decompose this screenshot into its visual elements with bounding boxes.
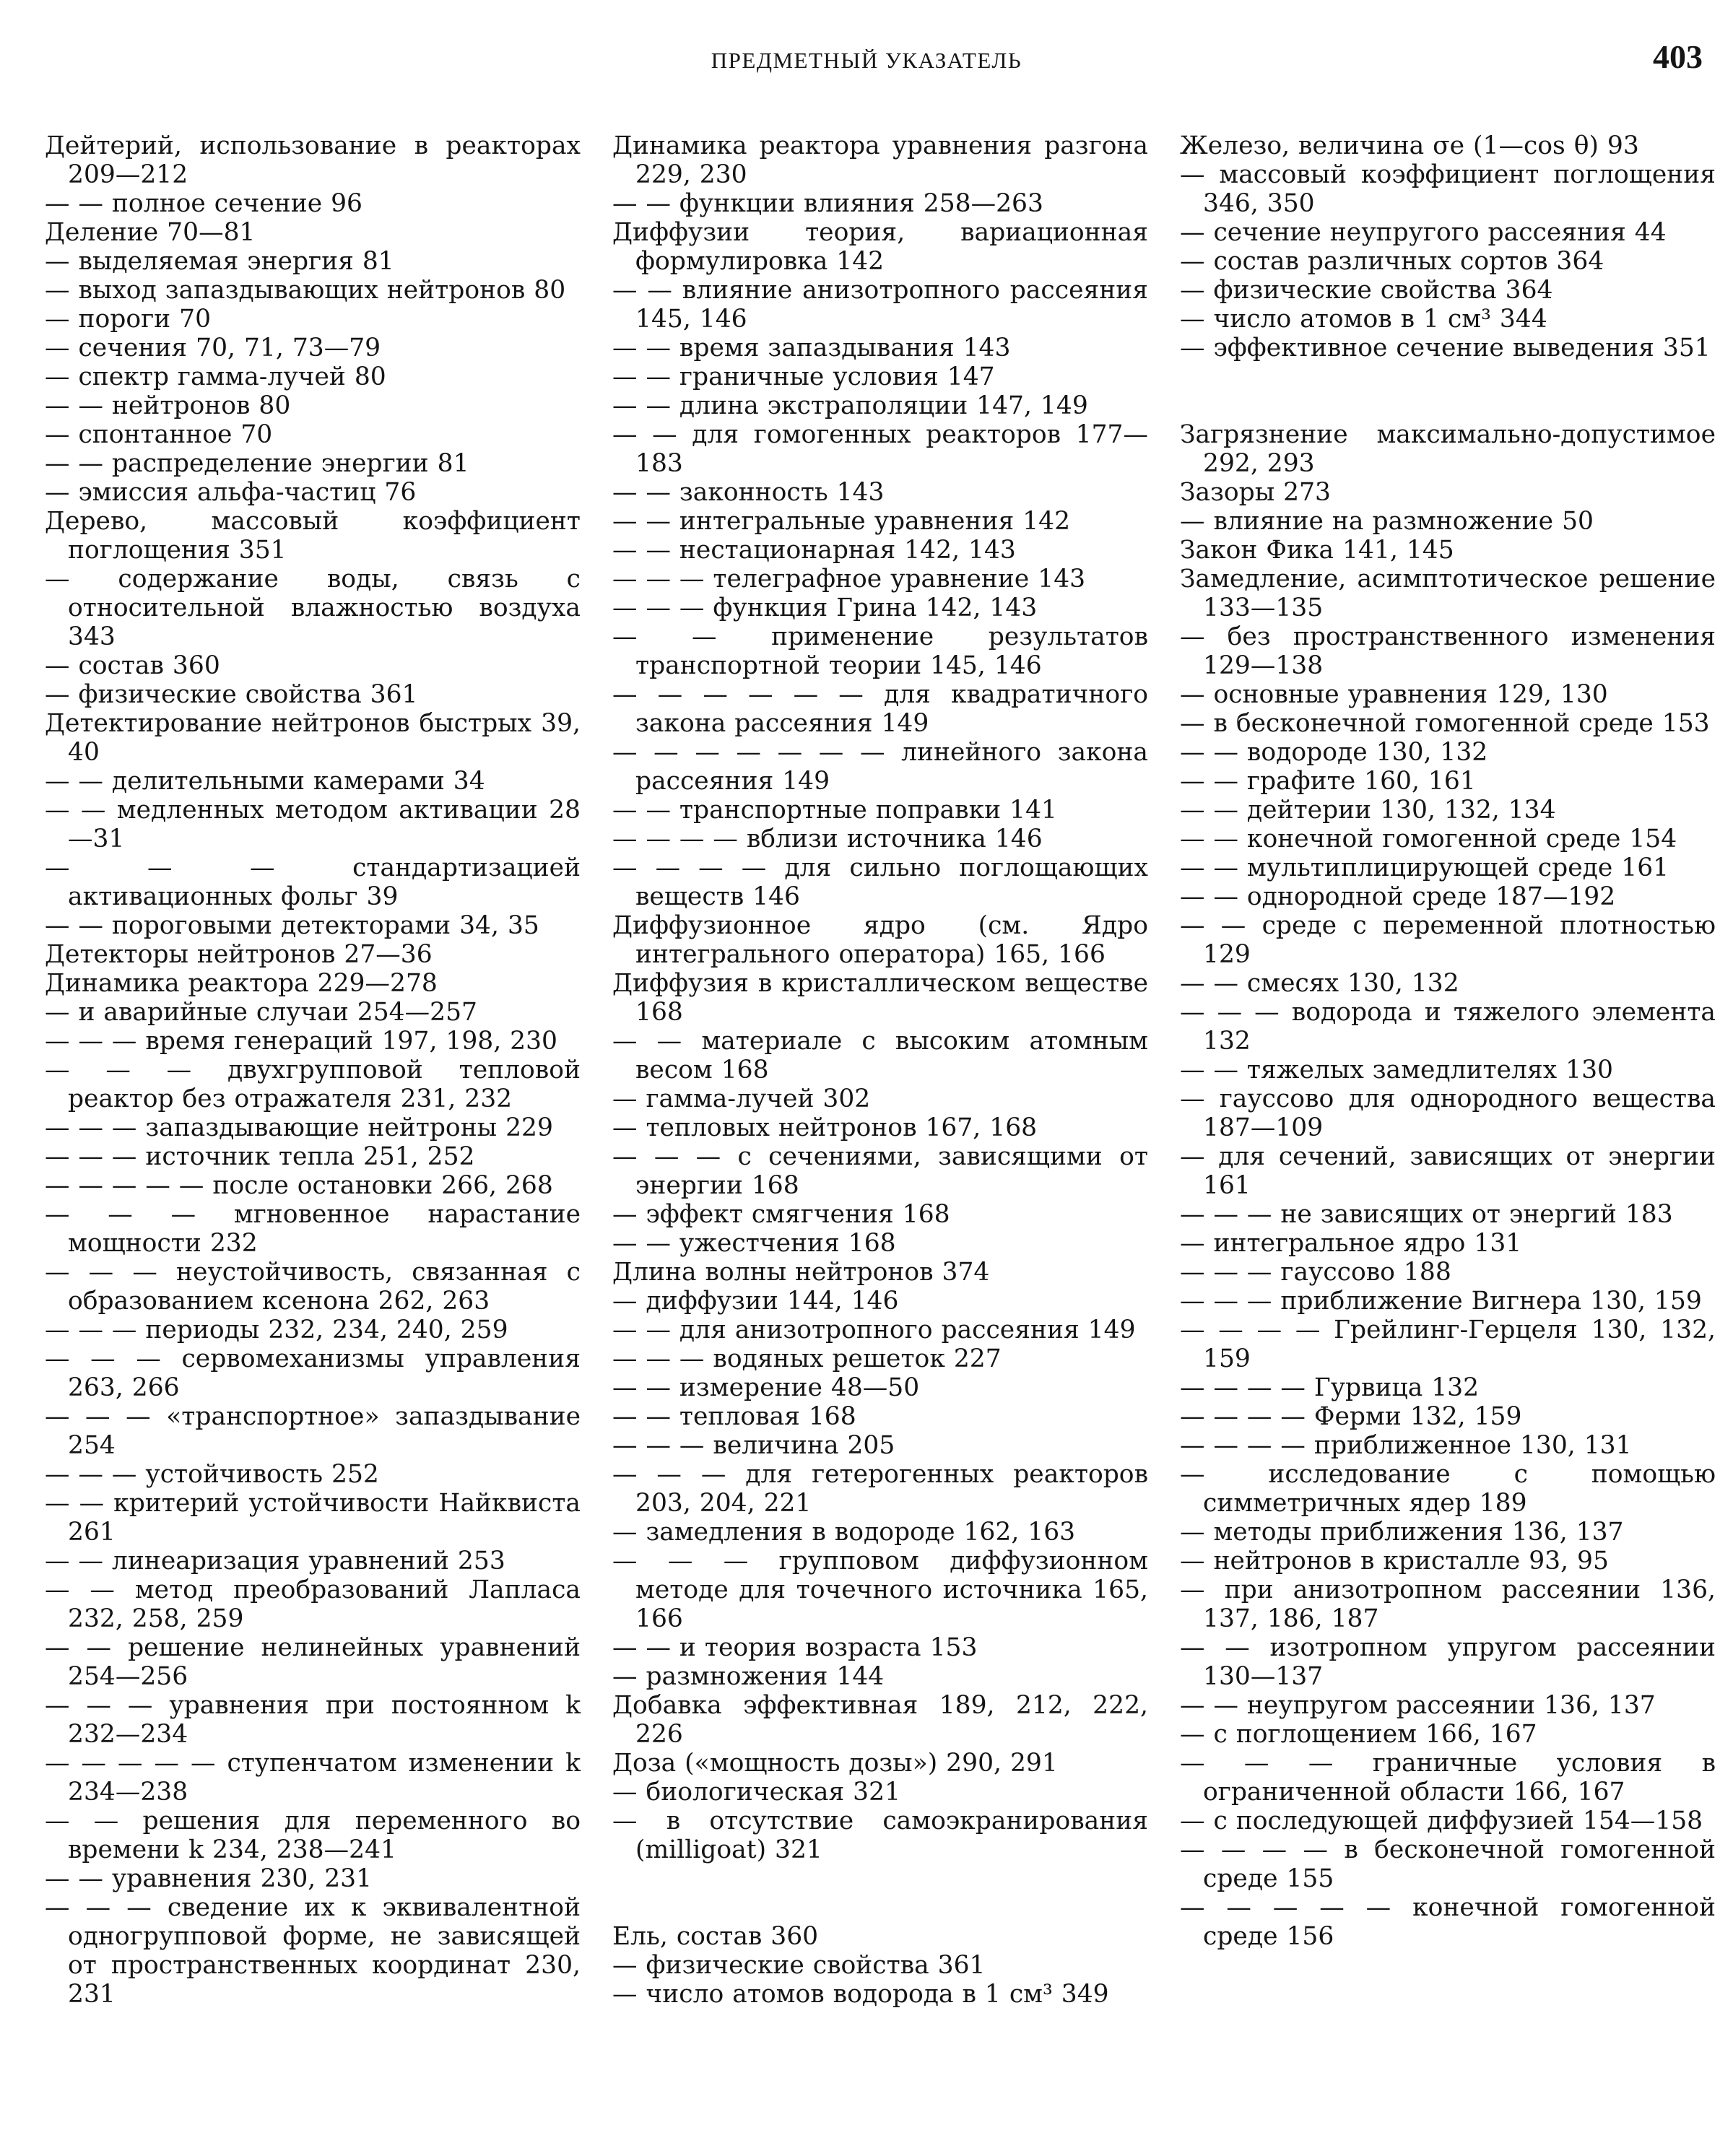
index-entry: — — — функция Грина 142, 143: [612, 594, 1038, 622]
index-entry: — — — — Грейлинг-Герцеля 130, 132, 159: [1180, 1316, 1716, 1373]
index-entry: — — — — — — для квадратичного закона рассеяния 149: [612, 680, 1148, 738]
index-entry: — — критерий устойчивости Найквиста 261: [45, 1489, 581, 1547]
index-entry: — при анизотропном рассеянии 136, 137, 186, 187: [1180, 1575, 1716, 1633]
index-entry: — — водороде 130, 132: [1180, 738, 1488, 767]
index-entry: — — среде с переменной плотностью 129: [1180, 911, 1716, 969]
index-entry: — основные уравнения 129, 130: [1180, 680, 1608, 709]
index-entry: — нейтронов в кристалле 93, 95: [1180, 1547, 1609, 1575]
index-entry: — — материале с высоким атомным весом 168: [612, 1027, 1148, 1084]
index-entry: Доза («мощность дозы») 290, 291: [612, 1749, 1058, 1778]
index-entry: Диффузия в кристаллическом веществе 168: [612, 969, 1148, 1027]
index-entry: — эффективное сечение выведения 351: [1180, 334, 1711, 362]
index-entry: Динамика реактора уравнения разгона 229, 230: [612, 131, 1148, 189]
index-entry: Детекторы нейтронов 27—36: [45, 940, 433, 969]
index-entry: — эмиссия альфа-частиц 76: [45, 478, 417, 507]
index-entry: — — — групповом диффузионном методе для точечного источника 165, 166: [612, 1547, 1148, 1633]
index-entry: — — — запаздывающие нейтроны 229: [45, 1113, 553, 1142]
index-entry: — — — — Ферми 132, 159: [1180, 1402, 1522, 1431]
index-column-1: [45, 131, 581, 2009]
index-column-2: [612, 131, 1148, 2009]
index-entry: — — линеаризация уравнений 253: [45, 1547, 505, 1575]
index-entry: — — мультиплицирующей среде 161: [1180, 853, 1669, 882]
index-entry: — — время запаздывания 143: [612, 334, 1011, 362]
index-entry: — — распределение энергии 81: [45, 449, 469, 478]
index-entry: — — — — — после остановки 266, 268: [45, 1171, 553, 1200]
index-entry: — — нестационарная 142, 143: [612, 536, 1016, 565]
index-entry: — и аварийные случаи 254—257: [45, 998, 477, 1027]
index-entry: — — однородной среде 187—192: [1180, 882, 1616, 911]
index-entry: Добавка эффективная 189, 212, 222, 226: [612, 1691, 1148, 1749]
index-entry: — — длина экстраполяции 147, 149: [612, 391, 1088, 420]
index-entry: — выделяемая энергия 81: [45, 247, 394, 276]
index-entry: Железо, величина σe (1—cos θ) 93: [1180, 131, 1639, 160]
index-entry: — — уравнения 230, 231: [45, 1864, 373, 1893]
index-entry: — размножения 144: [612, 1662, 885, 1691]
index-entry: — — — не зависящих от энергий 183: [1180, 1200, 1673, 1229]
index-entry: — — — приближение Вигнера 130, 159: [1180, 1287, 1702, 1316]
index-entry: — исследование с помощью симметричных ядер 189: [1180, 1460, 1716, 1518]
index-entry: — — — сведение их к эквивалентной одногрупповой форме, не зависящей от пространственных координат 230, 231: [45, 1893, 581, 2009]
index-entry: Закон Фика 141, 145: [1180, 536, 1454, 565]
index-entry: — — — — — — — линейного закона рассеяния 149: [612, 738, 1148, 796]
section-gap: [1180, 362, 1716, 420]
index-entry: — интегральное ядро 131: [1180, 1229, 1522, 1258]
index-entry: — замедления в водороде 162, 163: [612, 1518, 1076, 1547]
index-entry: — — — — — ступенчатом изменении k 234—238: [45, 1749, 581, 1807]
index-entry: — для сечений, зависящих от энергии 161: [1180, 1142, 1716, 1200]
index-entry: Дейтерий, использование в реакторах 209—212: [45, 131, 581, 189]
index-entry: — — графите 160, 161: [1180, 767, 1476, 796]
index-entry: — — ужестчения 168: [612, 1229, 896, 1258]
index-entry: Зазоры 273: [1180, 478, 1332, 507]
index-entry: — массовый коэффициент поглощения 346, 350: [1180, 160, 1716, 218]
index-entry: — — — время генераций 197, 198, 230: [45, 1027, 558, 1056]
index-entry: — — — двухгрупповой тепловой реактор без отражателя 231, 232: [45, 1056, 581, 1113]
index-entry: — без пространственного изменения 129—138: [1180, 622, 1716, 680]
index-entry: — эффект смягчения 168: [612, 1200, 950, 1229]
index-entry: — физические свойства 361: [612, 1951, 986, 1980]
index-entry: — выход запаздывающих нейтронов 80: [45, 276, 566, 305]
index-entry: — в бесконечной гомогенной среде 153: [1180, 709, 1710, 738]
index-entry: — физические свойства 364: [1180, 276, 1553, 305]
index-entry: — — изотропном упругом рассеянии 130—137: [1180, 1633, 1716, 1691]
index-entry: — с последующей диффузией 154—158: [1180, 1807, 1703, 1835]
index-entry: — — — источник тепла 251, 252: [45, 1142, 475, 1171]
index-entry: — сечение неупругого рассеяния 44: [1180, 218, 1667, 247]
index-entry: — — граничные условия 147: [612, 362, 995, 391]
index-entry: — — решения для переменного во времени k 234, 238—241: [45, 1807, 581, 1864]
page-title: ПРЕДМЕТНЫЙ УКАЗАТЕЛЬ: [711, 48, 1022, 73]
index-entry: — физические свойства 361: [45, 680, 418, 709]
index-entry: — — для гомогенных реакторов 177—183: [612, 420, 1148, 478]
index-entry: — — — — вблизи источника 146: [612, 825, 1043, 853]
index-entry: — — — — в бесконечной гомогенной среде 155: [1180, 1835, 1716, 1893]
index-entry: — — — величина 205: [612, 1431, 895, 1460]
index-entry: — — — для гетерогенных реакторов 203, 204, 221: [612, 1460, 1148, 1518]
index-entry: — — — — приближенное 130, 131: [1180, 1431, 1632, 1460]
index-entry: — с поглощением 166, 167: [1180, 1720, 1537, 1749]
index-entry: — — применение результатов транспортной теории 145, 146: [612, 622, 1148, 680]
index-entry: — содержание воды, связь с относительной влажностью воздуха 343: [45, 565, 581, 651]
index-entry: — — дейтерии 130, 132, 134: [1180, 796, 1556, 825]
index-entry: — тепловых нейтронов 167, 168: [612, 1113, 1038, 1142]
index-entry: — — — телеграфное уравнение 143: [612, 565, 1086, 594]
index-entry: — гамма-лучей 302: [612, 1084, 871, 1113]
index-entry: — — — водяных решеток 227: [612, 1344, 1002, 1373]
index-entry: Ель, состав 360: [612, 1922, 819, 1951]
index-entry: — — решение нелинейных уравнений 254—256: [45, 1633, 581, 1691]
index-entry: Деление 70—81: [45, 218, 256, 247]
index-entry: — — — стандартизацией активационных фольг 39: [45, 853, 581, 911]
index-entry: — состав 360: [45, 651, 220, 680]
index-entry: — состав различных сортов 364: [1180, 247, 1604, 276]
index-entry: Загрязнение максимально-допустимое 292, 293: [1180, 420, 1716, 478]
index-entry: — влияние на размножение 50: [1180, 507, 1594, 536]
index-entry: — — смесях 130, 132: [1180, 969, 1459, 998]
index-entry: — — измерение 48—50: [612, 1373, 920, 1402]
index-entry: — сечения 70, 71, 73—79: [45, 334, 381, 362]
index-entry: — — конечной гомогенной среде 154: [1180, 825, 1677, 853]
index-entry: — — — граничные условия в ограниченной области 166, 167: [1180, 1749, 1716, 1807]
index-entry: — гауссово для однородного вещества 187—109: [1180, 1084, 1716, 1142]
index-entry: — — — сервомеханизмы управления 263, 266: [45, 1344, 581, 1402]
index-entry: — — неупругом рассеянии 136, 137: [1180, 1691, 1656, 1720]
index-entry: — диффузии 144, 146: [612, 1287, 899, 1316]
index-entry: — — — периоды 232, 234, 240, 259: [45, 1316, 508, 1344]
section-gap: [612, 1864, 1148, 1922]
index-entry: — спонтанное 70: [45, 420, 273, 449]
index-entry: — — для анизотропного рассеяния 149: [612, 1316, 1136, 1344]
index-entry: — — полное сечение 96: [45, 189, 363, 218]
index-entry: Динамика реактора 229—278: [45, 969, 438, 998]
index-entry: — — влияние анизотропного рассеяния 145, 146: [612, 276, 1148, 334]
index-entry: — число атомов водорода в 1 см³ 349: [612, 1980, 1109, 2009]
page-number: 403: [1653, 38, 1703, 75]
index-entry: — — метод преобразований Лапласа 232, 258, 259: [45, 1575, 581, 1633]
index-entry: — — — — — конечной гомогенной среде 156: [1180, 1893, 1716, 1951]
index-entry: — число атомов в 1 см³ 344: [1180, 305, 1547, 334]
index-entry: Дерево, массовый коэффициент поглощения 351: [45, 507, 581, 565]
index-column-3: [1180, 131, 1716, 1951]
index-entry: — — — — для сильно поглощающих веществ 146: [612, 853, 1148, 911]
index-entry: Детектирование нейтронов быстрых 39, 40: [45, 709, 581, 767]
index-entry: — пороги 70: [45, 305, 212, 334]
index-entry: Длина волны нейтронов 374: [612, 1258, 990, 1287]
index-entry: — в отсутствие самоэкранирования (milligoat) 321: [612, 1807, 1148, 1864]
index-entry: — — медленных методом активации 28—31: [45, 796, 581, 853]
index-entry: — — и теория возраста 153: [612, 1633, 978, 1662]
index-entry: — — транспортные поправки 141: [612, 796, 1057, 825]
index-entry: — — — с сечениями, зависящими от энергии 168: [612, 1142, 1148, 1200]
index-entry: — — — — Гурвица 132: [1180, 1373, 1480, 1402]
index-entry: — — — уравнения при постоянном k 232—234: [45, 1691, 581, 1749]
index-entry: — — интегральные уравнения 142: [612, 507, 1071, 536]
index-entry: — — — водорода и тяжелого элемента 132: [1180, 998, 1716, 1056]
index-entry: — — нейтронов 80: [45, 391, 291, 420]
index-entry: — — — неустойчивость, связанная с образованием ксенона 262, 263: [45, 1258, 581, 1316]
index-entry: Диффузии теория, вариационная формулировка 142: [612, 218, 1148, 276]
index-entry: — — — «транспортное» запаздывание 254: [45, 1402, 581, 1460]
index-entry: — — — гауссово 188: [1180, 1258, 1451, 1287]
index-entry: — — тяжелых замедлителях 130: [1180, 1056, 1613, 1084]
index-entry: — — тепловая 168: [612, 1402, 856, 1431]
index-entry: — биологическая 321: [612, 1778, 901, 1807]
index-entry: — — — устойчивость 252: [45, 1460, 379, 1489]
index-entry: Диффузионное ядро (см. Ядро интегрального оператора) 165, 166: [612, 911, 1148, 969]
index-entry: — — пороговыми детекторами 34, 35: [45, 911, 539, 940]
index-entry: — — функции влияния 258—263: [612, 189, 1043, 218]
index-entry: Замедление, асимптотическое решение 133—135: [1180, 565, 1716, 622]
index-entry: — спектр гамма-лучей 80: [45, 362, 386, 391]
index-entry: — методы приближения 136, 137: [1180, 1518, 1624, 1547]
index-entry: — — делительными камерами 34: [45, 767, 485, 796]
index-entry: — — законность 143: [612, 478, 885, 507]
index-entry: — — — мгновенное нарастание мощности 232: [45, 1200, 581, 1258]
